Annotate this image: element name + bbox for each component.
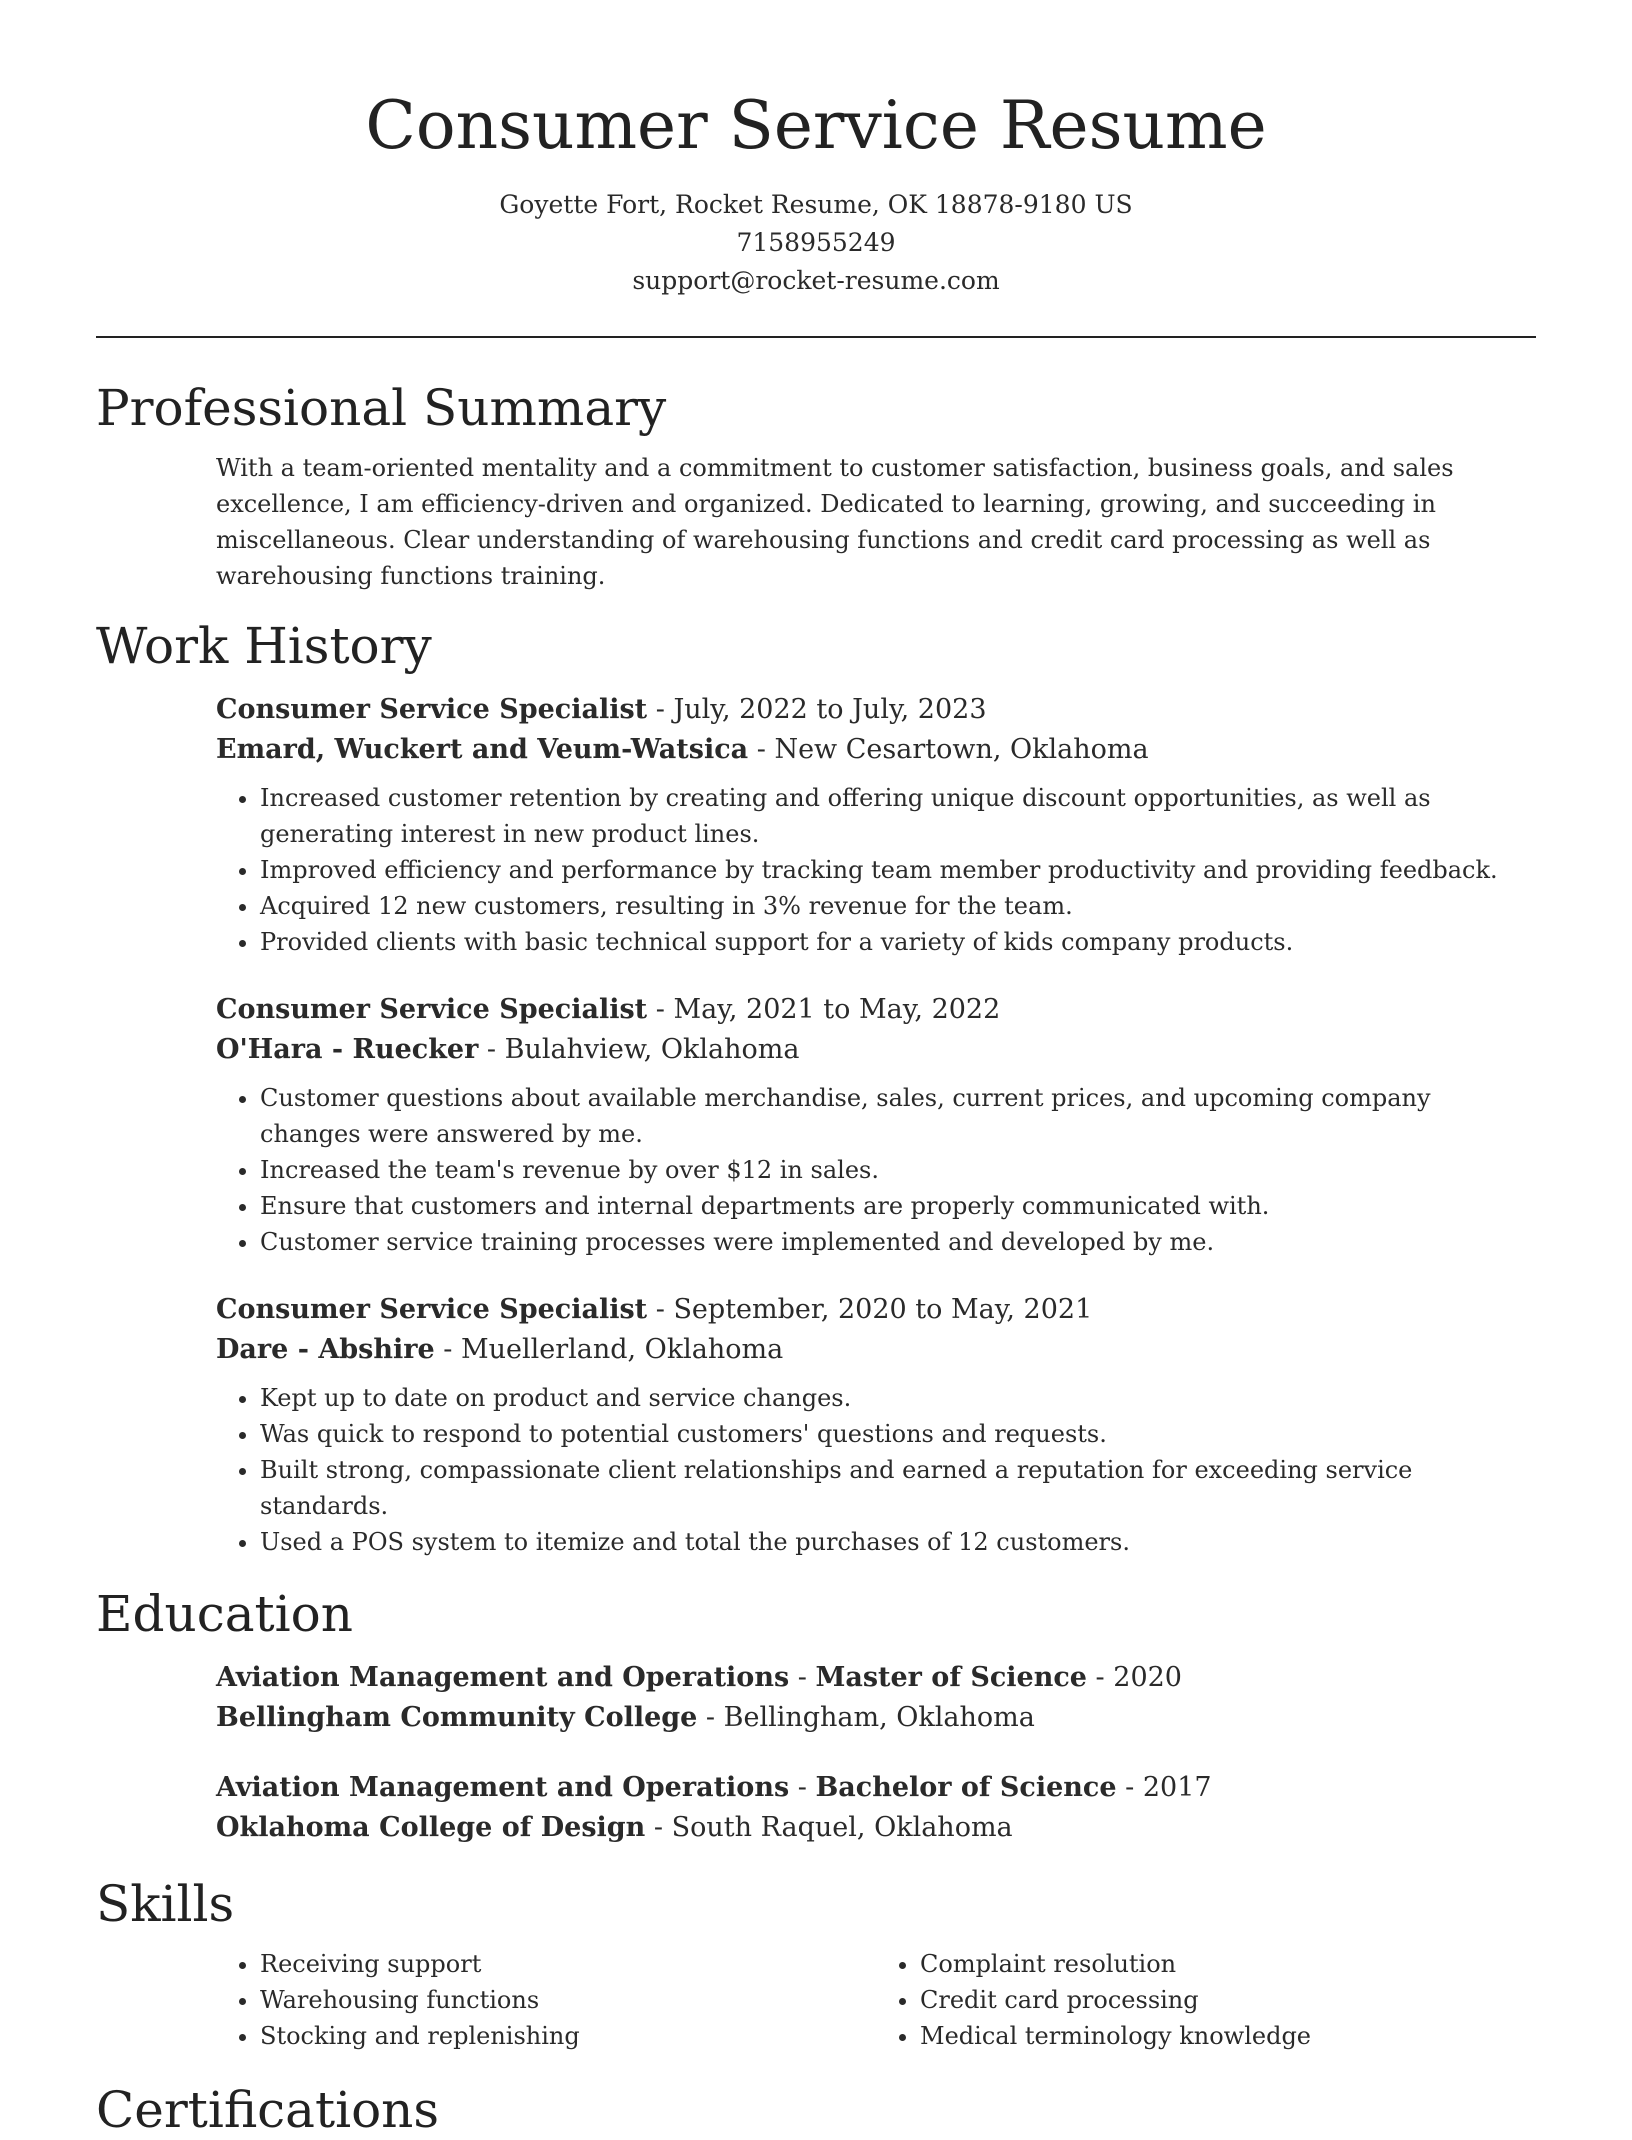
job-location: Muellerland, Oklahoma	[460, 1334, 784, 1365]
skill-item: • Warehousing functions	[260, 1982, 876, 2018]
job-entry	[216, 990, 1536, 1260]
education-location: South Raquel, Oklahoma	[671, 1812, 1013, 1843]
skill-item: • Receiving support	[260, 1946, 876, 1982]
education-year: 2020	[1113, 1662, 1182, 1693]
job-title-line: Consumer Service Specialist - September, 2020 to May, 2021	[216, 1294, 1093, 1325]
skill-item: • Stocking and replenishing	[260, 2018, 876, 2054]
job-entry	[216, 1290, 1536, 1560]
job-entry	[216, 690, 1536, 960]
job-bullet: • Kept up to date on product and service changes.	[260, 1380, 1536, 1416]
email: support@rocket-resume.com	[632, 266, 1000, 295]
job-title: Consumer Service Specialist	[216, 1294, 648, 1325]
education-degree: Master of Science	[815, 1662, 1087, 1693]
job-company-line: Dare - Abshire - Muellerland, Oklahoma	[216, 1334, 784, 1365]
job-company: Emard, Wuckert and Veum-Watsica	[216, 734, 749, 765]
education-degree-line: Aviation Management and Operations - Master of Science - 2020	[216, 1662, 1182, 1693]
job-dates: September, 2020 to May, 2021	[673, 1294, 1093, 1325]
job-bullet: • Acquired 12 new customers, resulting in 3% revenue for the team.	[260, 888, 1536, 924]
job-bullet: • Was quick to respond to potential customers' questions and requests.	[260, 1416, 1536, 1452]
job-title: Consumer Service Specialist	[216, 694, 648, 725]
skills-heading: Skills	[96, 1875, 235, 1933]
job-bullet: • Increased the team's revenue by over $12 in sales.	[260, 1152, 1536, 1188]
education-school-line: Oklahoma College of Design - South Raquel, Oklahoma	[216, 1812, 1013, 1843]
summary-heading: Professional Summary	[96, 379, 667, 437]
job-bullet: • Increased customer retention by creating and offering unique discount opportunities, as well as generating interest in new product lines.	[260, 780, 1536, 852]
education-field: Aviation Management and Operations	[216, 1772, 790, 1803]
skill-item: • Credit card processing	[920, 1982, 1536, 2018]
job-bullets	[216, 1080, 1536, 1260]
job-bullets	[216, 1380, 1536, 1560]
header-divider	[96, 336, 1536, 338]
education-location: Bellingham, Oklahoma	[723, 1702, 1035, 1733]
skills-column-left	[216, 1946, 876, 2054]
address: Goyette Fort, Rocket Resume, OK 18878-9180 US	[499, 190, 1133, 219]
job-location: Bulahview, Oklahoma	[504, 1034, 800, 1065]
skill-item: • Medical terminology knowledge	[920, 2018, 1536, 2054]
certifications-heading: Certifications	[96, 2081, 440, 2139]
education-entry	[216, 1768, 1536, 1848]
education-school: Oklahoma College of Design	[216, 1812, 646, 1843]
skills-list	[216, 1946, 1536, 2054]
resume-title: Consumer Service Resume	[365, 87, 1267, 164]
job-bullets	[216, 780, 1536, 960]
work-history-heading: Work History	[96, 617, 432, 675]
education-degree-line: Aviation Management and Operations - Bachelor of Science - 2017	[216, 1772, 1212, 1803]
job-title-line: Consumer Service Specialist - May, 2021 to May, 2022	[216, 994, 1001, 1025]
phone: 7158955249	[736, 228, 896, 257]
job-title: Consumer Service Specialist	[216, 994, 648, 1025]
job-bullet: • Customer questions about available merchandise, sales, current prices, and upcoming company changes were answered by me.	[260, 1080, 1536, 1152]
resume-page	[96, 0, 1536, 2140]
education-year: 2017	[1142, 1772, 1212, 1803]
job-bullet: • Used a POS system to itemize and total the purchases of 12 customers.	[260, 1524, 1536, 1560]
resume-header	[96, 0, 1536, 300]
job-bullet: • Improved efficiency and performance by tracking team member productivity and providing feedback.	[260, 852, 1536, 888]
job-bullet: • Provided clients with basic technical support for a variety of kids company products.	[260, 924, 1536, 960]
job-dates: May, 2021 to May, 2022	[673, 994, 1001, 1025]
job-dates: July, 2022 to July, 2023	[673, 694, 987, 725]
education-degree: Bachelor of Science	[815, 1772, 1117, 1803]
job-title-line: Consumer Service Specialist - July, 2022 to July, 2023	[216, 694, 987, 725]
job-bullet: • Customer service training processes were implemented and developed by me.	[260, 1224, 1536, 1260]
summary-text: With a team-oriented mentality and a commitment to customer satisfaction, business goals, and sales excellence, I am efficiency-driven and organized. Dedicated to learning, growing, and succeeding in miscellaneous. Clear understanding of warehousing functions and credit card processing as well as warehousing functions training.	[216, 454, 1454, 590]
job-company: O'Hara - Ruecker	[216, 1034, 479, 1065]
job-company: Dare - Abshire	[216, 1334, 435, 1365]
job-bullet: • Built strong, compassionate client relationships and earned a reputation for exceeding service standards.	[260, 1452, 1536, 1524]
education-heading: Education	[96, 1585, 353, 1643]
job-bullet: • Ensure that customers and internal departments are properly communicated with.	[260, 1188, 1536, 1224]
skill-item: • Complaint resolution	[920, 1946, 1536, 1982]
job-location: New Cesartown, Oklahoma	[774, 734, 1149, 765]
education-school-line: Bellingham Community College - Bellingham, Oklahoma	[216, 1702, 1035, 1733]
contact-info	[96, 186, 1536, 300]
education-school: Bellingham Community College	[216, 1702, 698, 1733]
education-entry	[216, 1658, 1536, 1738]
job-company-line: O'Hara - Ruecker - Bulahview, Oklahoma	[216, 1034, 800, 1065]
skills-column-right	[876, 1946, 1536, 2054]
job-company-line: Emard, Wuckert and Veum-Watsica - New Cesartown, Oklahoma	[216, 734, 1149, 765]
education-field: Aviation Management and Operations	[216, 1662, 790, 1693]
